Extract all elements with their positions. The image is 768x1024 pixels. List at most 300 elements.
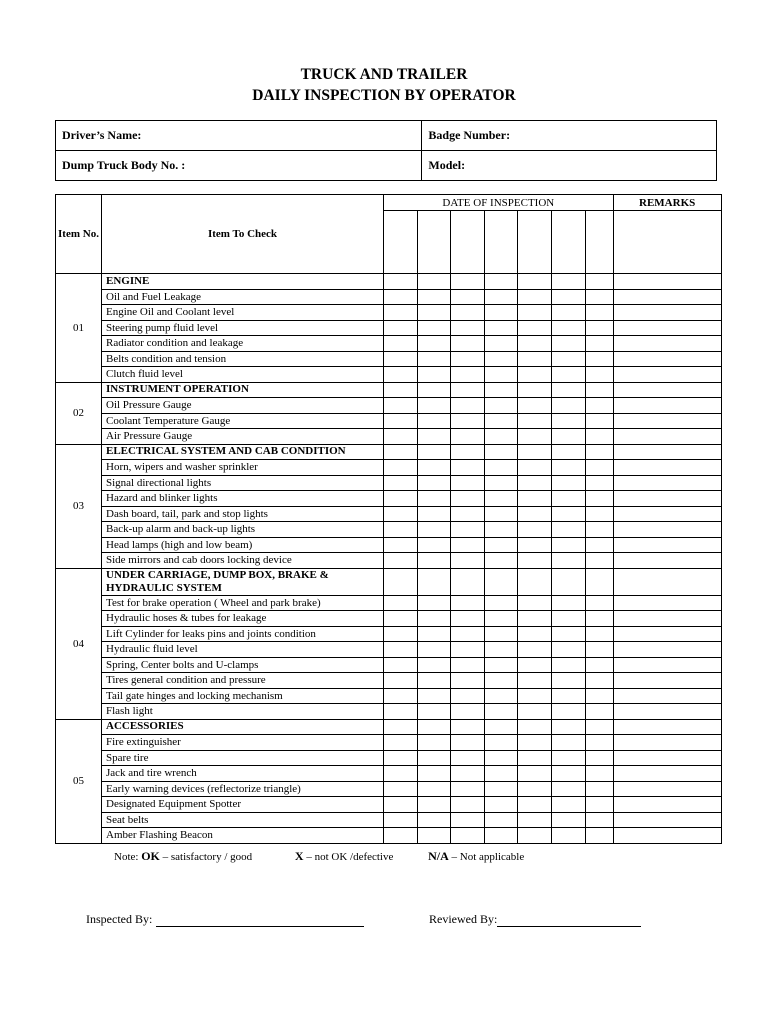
check-cell[interactable] xyxy=(484,491,518,507)
check-cell[interactable] xyxy=(551,444,585,460)
check-cell[interactable] xyxy=(417,750,451,766)
check-cell[interactable] xyxy=(585,320,613,336)
check-cell[interactable] xyxy=(417,626,451,642)
check-cell[interactable] xyxy=(518,611,552,627)
check-cell[interactable] xyxy=(551,506,585,522)
check-cell[interactable] xyxy=(451,506,485,522)
check-cell[interactable] xyxy=(451,750,485,766)
remarks-cell[interactable] xyxy=(613,781,721,797)
check-cell[interactable] xyxy=(484,305,518,321)
check-cell[interactable] xyxy=(417,305,451,321)
check-cell[interactable] xyxy=(484,367,518,383)
check-cell[interactable] xyxy=(551,719,585,735)
check-cell[interactable] xyxy=(585,688,613,704)
check-cell[interactable] xyxy=(518,320,552,336)
check-cell[interactable] xyxy=(551,305,585,321)
remarks-cell[interactable] xyxy=(613,522,721,538)
check-cell[interactable] xyxy=(585,626,613,642)
check-cell[interactable] xyxy=(551,781,585,797)
check-cell[interactable] xyxy=(585,429,613,445)
check-cell[interactable] xyxy=(551,750,585,766)
remarks-column[interactable] xyxy=(613,211,721,274)
check-cell[interactable] xyxy=(484,719,518,735)
check-cell[interactable] xyxy=(451,429,485,445)
check-cell[interactable] xyxy=(484,611,518,627)
remarks-cell[interactable] xyxy=(613,766,721,782)
check-cell[interactable] xyxy=(417,611,451,627)
check-cell[interactable] xyxy=(484,595,518,611)
check-cell[interactable] xyxy=(451,460,485,476)
check-cell[interactable] xyxy=(585,274,613,290)
date-column-6[interactable] xyxy=(551,211,585,274)
check-cell[interactable] xyxy=(551,657,585,673)
check-cell[interactable] xyxy=(417,460,451,476)
check-cell[interactable] xyxy=(417,553,451,569)
check-cell[interactable] xyxy=(417,398,451,414)
check-cell[interactable] xyxy=(585,444,613,460)
check-cell[interactable] xyxy=(384,413,418,429)
check-cell[interactable] xyxy=(551,766,585,782)
check-cell[interactable] xyxy=(518,413,552,429)
check-cell[interactable] xyxy=(384,522,418,538)
date-column-5[interactable] xyxy=(518,211,552,274)
check-cell[interactable] xyxy=(518,537,552,553)
check-cell[interactable] xyxy=(551,336,585,352)
check-cell[interactable] xyxy=(384,367,418,383)
check-cell[interactable] xyxy=(518,491,552,507)
check-cell[interactable] xyxy=(451,553,485,569)
check-cell[interactable] xyxy=(417,367,451,383)
check-cell[interactable] xyxy=(451,673,485,689)
check-cell[interactable] xyxy=(384,537,418,553)
check-cell[interactable] xyxy=(384,626,418,642)
check-cell[interactable] xyxy=(484,351,518,367)
check-cell[interactable] xyxy=(417,568,451,595)
remarks-cell[interactable] xyxy=(613,611,721,627)
remarks-cell[interactable] xyxy=(613,657,721,673)
remarks-cell[interactable] xyxy=(613,537,721,553)
check-cell[interactable] xyxy=(484,398,518,414)
check-cell[interactable] xyxy=(451,444,485,460)
check-cell[interactable] xyxy=(384,506,418,522)
check-cell[interactable] xyxy=(585,704,613,720)
check-cell[interactable] xyxy=(417,688,451,704)
check-cell[interactable] xyxy=(551,828,585,844)
check-cell[interactable] xyxy=(551,320,585,336)
check-cell[interactable] xyxy=(484,506,518,522)
check-cell[interactable] xyxy=(585,595,613,611)
check-cell[interactable] xyxy=(551,367,585,383)
check-cell[interactable] xyxy=(518,750,552,766)
remarks-cell[interactable] xyxy=(613,429,721,445)
check-cell[interactable] xyxy=(384,351,418,367)
remarks-cell[interactable] xyxy=(613,553,721,569)
check-cell[interactable] xyxy=(384,444,418,460)
remarks-cell[interactable] xyxy=(613,735,721,751)
check-cell[interactable] xyxy=(518,595,552,611)
check-cell[interactable] xyxy=(551,413,585,429)
check-cell[interactable] xyxy=(551,274,585,290)
check-cell[interactable] xyxy=(417,444,451,460)
check-cell[interactable] xyxy=(551,797,585,813)
date-column-7[interactable] xyxy=(585,211,613,274)
check-cell[interactable] xyxy=(585,491,613,507)
check-cell[interactable] xyxy=(518,382,552,398)
check-cell[interactable] xyxy=(417,828,451,844)
check-cell[interactable] xyxy=(484,475,518,491)
check-cell[interactable] xyxy=(384,475,418,491)
inspected-by-line[interactable] xyxy=(156,914,364,927)
check-cell[interactable] xyxy=(384,766,418,782)
check-cell[interactable] xyxy=(484,626,518,642)
check-cell[interactable] xyxy=(484,382,518,398)
check-cell[interactable] xyxy=(484,781,518,797)
check-cell[interactable] xyxy=(484,642,518,658)
check-cell[interactable] xyxy=(551,735,585,751)
check-cell[interactable] xyxy=(551,522,585,538)
check-cell[interactable] xyxy=(451,719,485,735)
check-cell[interactable] xyxy=(551,382,585,398)
remarks-cell[interactable] xyxy=(613,506,721,522)
check-cell[interactable] xyxy=(451,367,485,383)
remarks-cell[interactable] xyxy=(613,320,721,336)
check-cell[interactable] xyxy=(484,568,518,595)
check-cell[interactable] xyxy=(484,797,518,813)
check-cell[interactable] xyxy=(451,289,485,305)
check-cell[interactable] xyxy=(417,673,451,689)
check-cell[interactable] xyxy=(384,382,418,398)
check-cell[interactable] xyxy=(451,568,485,595)
check-cell[interactable] xyxy=(417,812,451,828)
check-cell[interactable] xyxy=(417,382,451,398)
check-cell[interactable] xyxy=(417,475,451,491)
check-cell[interactable] xyxy=(585,719,613,735)
check-cell[interactable] xyxy=(417,781,451,797)
check-cell[interactable] xyxy=(484,688,518,704)
check-cell[interactable] xyxy=(518,553,552,569)
check-cell[interactable] xyxy=(417,351,451,367)
remarks-cell[interactable] xyxy=(613,626,721,642)
check-cell[interactable] xyxy=(585,305,613,321)
check-cell[interactable] xyxy=(585,673,613,689)
remarks-cell[interactable] xyxy=(613,305,721,321)
check-cell[interactable] xyxy=(551,351,585,367)
check-cell[interactable] xyxy=(518,305,552,321)
check-cell[interactable] xyxy=(417,642,451,658)
remarks-cell[interactable] xyxy=(613,336,721,352)
check-cell[interactable] xyxy=(518,336,552,352)
check-cell[interactable] xyxy=(417,522,451,538)
check-cell[interactable] xyxy=(384,320,418,336)
check-cell[interactable] xyxy=(384,657,418,673)
check-cell[interactable] xyxy=(451,351,485,367)
check-cell[interactable] xyxy=(451,704,485,720)
check-cell[interactable] xyxy=(551,553,585,569)
check-cell[interactable] xyxy=(585,735,613,751)
check-cell[interactable] xyxy=(384,611,418,627)
check-cell[interactable] xyxy=(585,611,613,627)
check-cell[interactable] xyxy=(417,719,451,735)
check-cell[interactable] xyxy=(451,797,485,813)
reviewed-by-line[interactable] xyxy=(497,914,641,927)
check-cell[interactable] xyxy=(551,673,585,689)
check-cell[interactable] xyxy=(484,274,518,290)
check-cell[interactable] xyxy=(417,491,451,507)
check-cell[interactable] xyxy=(585,336,613,352)
check-cell[interactable] xyxy=(585,781,613,797)
check-cell[interactable] xyxy=(417,336,451,352)
check-cell[interactable] xyxy=(384,305,418,321)
check-cell[interactable] xyxy=(484,657,518,673)
check-cell[interactable] xyxy=(417,766,451,782)
check-cell[interactable] xyxy=(384,688,418,704)
check-cell[interactable] xyxy=(451,522,485,538)
check-cell[interactable] xyxy=(451,812,485,828)
check-cell[interactable] xyxy=(417,289,451,305)
date-column-4[interactable] xyxy=(484,211,518,274)
check-cell[interactable] xyxy=(484,460,518,476)
check-cell[interactable] xyxy=(451,537,485,553)
check-cell[interactable] xyxy=(585,750,613,766)
check-cell[interactable] xyxy=(384,642,418,658)
check-cell[interactable] xyxy=(551,812,585,828)
check-cell[interactable] xyxy=(518,351,552,367)
check-cell[interactable] xyxy=(518,626,552,642)
check-cell[interactable] xyxy=(451,336,485,352)
check-cell[interactable] xyxy=(384,568,418,595)
check-cell[interactable] xyxy=(417,429,451,445)
check-cell[interactable] xyxy=(518,688,552,704)
check-cell[interactable] xyxy=(585,812,613,828)
check-cell[interactable] xyxy=(384,491,418,507)
check-cell[interactable] xyxy=(585,766,613,782)
check-cell[interactable] xyxy=(585,351,613,367)
check-cell[interactable] xyxy=(451,688,485,704)
check-cell[interactable] xyxy=(585,289,613,305)
check-cell[interactable] xyxy=(585,382,613,398)
date-column-2[interactable] xyxy=(417,211,451,274)
model-field[interactable]: Model: xyxy=(422,151,717,181)
remarks-cell[interactable] xyxy=(613,797,721,813)
check-cell[interactable] xyxy=(518,719,552,735)
check-cell[interactable] xyxy=(451,274,485,290)
check-cell[interactable] xyxy=(384,719,418,735)
check-cell[interactable] xyxy=(451,305,485,321)
check-cell[interactable] xyxy=(518,460,552,476)
check-cell[interactable] xyxy=(518,568,552,595)
check-cell[interactable] xyxy=(585,413,613,429)
check-cell[interactable] xyxy=(551,688,585,704)
check-cell[interactable] xyxy=(585,537,613,553)
check-cell[interactable] xyxy=(484,336,518,352)
check-cell[interactable] xyxy=(518,797,552,813)
date-column-1[interactable] xyxy=(384,211,418,274)
check-cell[interactable] xyxy=(384,812,418,828)
check-cell[interactable] xyxy=(384,460,418,476)
check-cell[interactable] xyxy=(451,475,485,491)
check-cell[interactable] xyxy=(585,797,613,813)
check-cell[interactable] xyxy=(551,289,585,305)
check-cell[interactable] xyxy=(518,812,552,828)
check-cell[interactable] xyxy=(451,828,485,844)
check-cell[interactable] xyxy=(585,522,613,538)
check-cell[interactable] xyxy=(484,413,518,429)
remarks-cell[interactable] xyxy=(613,812,721,828)
check-cell[interactable] xyxy=(384,735,418,751)
date-column-3[interactable] xyxy=(451,211,485,274)
check-cell[interactable] xyxy=(518,781,552,797)
remarks-cell[interactable] xyxy=(613,828,721,844)
remarks-cell[interactable] xyxy=(613,642,721,658)
check-cell[interactable] xyxy=(451,413,485,429)
remarks-cell[interactable] xyxy=(613,704,721,720)
check-cell[interactable] xyxy=(417,797,451,813)
check-cell[interactable] xyxy=(585,398,613,414)
remarks-cell[interactable] xyxy=(613,750,721,766)
check-cell[interactable] xyxy=(484,673,518,689)
check-cell[interactable] xyxy=(518,704,552,720)
check-cell[interactable] xyxy=(484,289,518,305)
check-cell[interactable] xyxy=(484,553,518,569)
check-cell[interactable] xyxy=(518,657,552,673)
check-cell[interactable] xyxy=(384,274,418,290)
check-cell[interactable] xyxy=(417,413,451,429)
check-cell[interactable] xyxy=(384,398,418,414)
check-cell[interactable] xyxy=(585,553,613,569)
check-cell[interactable] xyxy=(551,611,585,627)
check-cell[interactable] xyxy=(484,750,518,766)
check-cell[interactable] xyxy=(417,537,451,553)
body-no-field[interactable]: Dump Truck Body No. : xyxy=(56,151,422,181)
check-cell[interactable] xyxy=(551,491,585,507)
check-cell[interactable] xyxy=(417,735,451,751)
check-cell[interactable] xyxy=(451,766,485,782)
check-cell[interactable] xyxy=(451,626,485,642)
check-cell[interactable] xyxy=(551,398,585,414)
remarks-cell[interactable] xyxy=(613,460,721,476)
check-cell[interactable] xyxy=(451,595,485,611)
check-cell[interactable] xyxy=(384,704,418,720)
remarks-cell[interactable] xyxy=(613,673,721,689)
check-cell[interactable] xyxy=(417,657,451,673)
check-cell[interactable] xyxy=(451,657,485,673)
check-cell[interactable] xyxy=(484,704,518,720)
check-cell[interactable] xyxy=(585,460,613,476)
remarks-cell[interactable] xyxy=(613,719,721,735)
check-cell[interactable] xyxy=(384,828,418,844)
check-cell[interactable] xyxy=(518,522,552,538)
check-cell[interactable] xyxy=(518,274,552,290)
remarks-cell[interactable] xyxy=(613,475,721,491)
check-cell[interactable] xyxy=(417,274,451,290)
check-cell[interactable] xyxy=(451,611,485,627)
check-cell[interactable] xyxy=(585,506,613,522)
check-cell[interactable] xyxy=(518,642,552,658)
check-cell[interactable] xyxy=(451,642,485,658)
remarks-cell[interactable] xyxy=(613,274,721,290)
remarks-cell[interactable] xyxy=(613,398,721,414)
check-cell[interactable] xyxy=(518,673,552,689)
check-cell[interactable] xyxy=(384,429,418,445)
check-cell[interactable] xyxy=(384,553,418,569)
check-cell[interactable] xyxy=(484,444,518,460)
check-cell[interactable] xyxy=(484,320,518,336)
remarks-cell[interactable] xyxy=(613,444,721,460)
remarks-cell[interactable] xyxy=(613,491,721,507)
check-cell[interactable] xyxy=(518,429,552,445)
check-cell[interactable] xyxy=(484,828,518,844)
check-cell[interactable] xyxy=(451,382,485,398)
check-cell[interactable] xyxy=(551,460,585,476)
check-cell[interactable] xyxy=(417,595,451,611)
check-cell[interactable] xyxy=(551,475,585,491)
check-cell[interactable] xyxy=(585,367,613,383)
check-cell[interactable] xyxy=(451,735,485,751)
check-cell[interactable] xyxy=(417,506,451,522)
check-cell[interactable] xyxy=(384,595,418,611)
remarks-cell[interactable] xyxy=(613,688,721,704)
check-cell[interactable] xyxy=(484,766,518,782)
remarks-cell[interactable] xyxy=(613,568,721,595)
check-cell[interactable] xyxy=(417,320,451,336)
remarks-cell[interactable] xyxy=(613,382,721,398)
check-cell[interactable] xyxy=(484,537,518,553)
check-cell[interactable] xyxy=(384,673,418,689)
check-cell[interactable] xyxy=(518,828,552,844)
check-cell[interactable] xyxy=(585,657,613,673)
check-cell[interactable] xyxy=(551,642,585,658)
remarks-cell[interactable] xyxy=(613,413,721,429)
check-cell[interactable] xyxy=(518,766,552,782)
check-cell[interactable] xyxy=(451,491,485,507)
check-cell[interactable] xyxy=(384,750,418,766)
check-cell[interactable] xyxy=(585,568,613,595)
check-cell[interactable] xyxy=(518,289,552,305)
check-cell[interactable] xyxy=(484,735,518,751)
check-cell[interactable] xyxy=(585,828,613,844)
check-cell[interactable] xyxy=(551,595,585,611)
check-cell[interactable] xyxy=(417,704,451,720)
check-cell[interactable] xyxy=(585,475,613,491)
check-cell[interactable] xyxy=(518,475,552,491)
remarks-cell[interactable] xyxy=(613,351,721,367)
check-cell[interactable] xyxy=(518,735,552,751)
check-cell[interactable] xyxy=(551,429,585,445)
remarks-cell[interactable] xyxy=(613,367,721,383)
check-cell[interactable] xyxy=(484,429,518,445)
check-cell[interactable] xyxy=(384,797,418,813)
check-cell[interactable] xyxy=(484,522,518,538)
badge-number-field[interactable]: Badge Number: xyxy=(422,121,717,151)
check-cell[interactable] xyxy=(518,506,552,522)
drivers-name-field[interactable]: Driver’s Name: xyxy=(56,121,422,151)
check-cell[interactable] xyxy=(551,568,585,595)
check-cell[interactable] xyxy=(451,781,485,797)
remarks-cell[interactable] xyxy=(613,595,721,611)
check-cell[interactable] xyxy=(551,537,585,553)
check-cell[interactable] xyxy=(451,320,485,336)
remarks-cell[interactable] xyxy=(613,289,721,305)
check-cell[interactable] xyxy=(384,289,418,305)
check-cell[interactable] xyxy=(551,704,585,720)
check-cell[interactable] xyxy=(585,642,613,658)
check-cell[interactable] xyxy=(384,336,418,352)
check-cell[interactable] xyxy=(518,398,552,414)
check-cell[interactable] xyxy=(518,367,552,383)
check-cell[interactable] xyxy=(384,781,418,797)
check-cell[interactable] xyxy=(551,626,585,642)
check-cell[interactable] xyxy=(484,812,518,828)
